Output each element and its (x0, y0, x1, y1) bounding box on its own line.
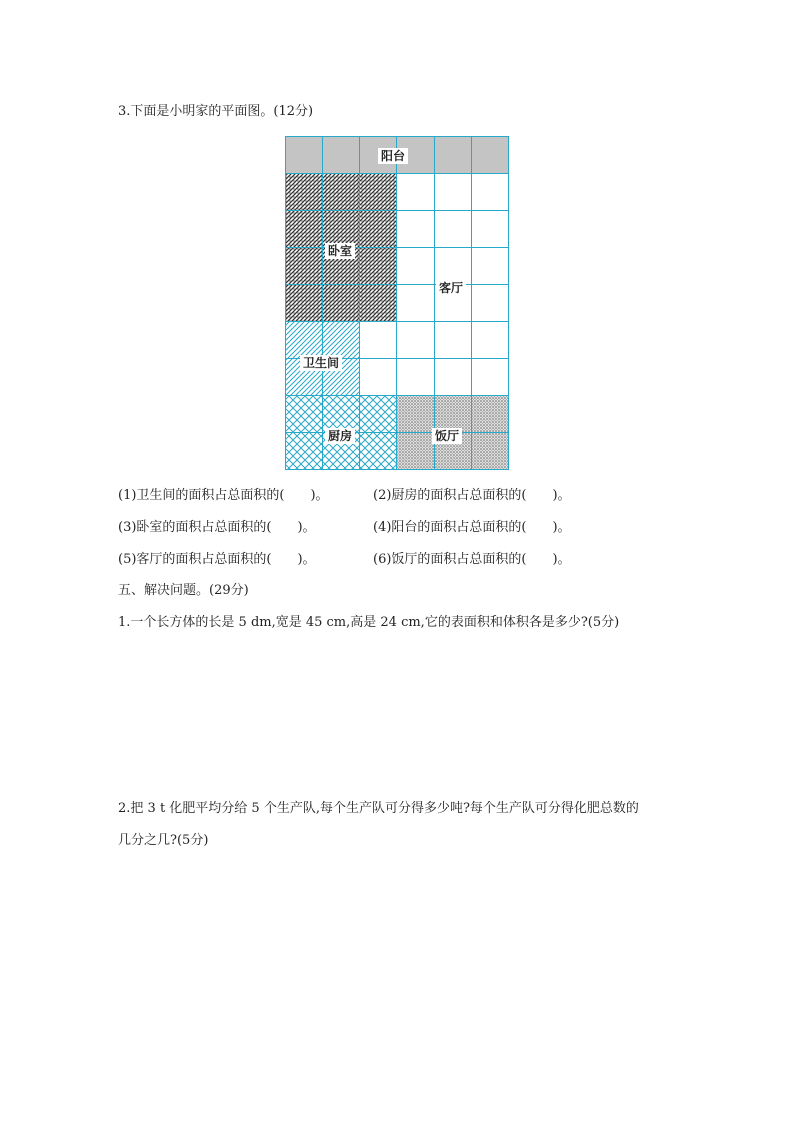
question3-item-2: (2)厨房的面积占总面积的( )。 (373, 488, 571, 503)
floor-plan (285, 136, 509, 470)
question3-item-5: (5)客厅的面积占总面积的( )。 (118, 552, 316, 567)
section5-question-1: 1.一个长方体的长是 5 dm,宽是 45 cm,高是 24 cm,它的表面积和体积各是多少?(5分) (118, 615, 620, 630)
question3-item-4: (4)阳台的面积占总面积的( )。 (373, 520, 571, 535)
room-label-living: 客厅 (436, 280, 466, 296)
room-label-balcony: 阳台 (378, 148, 408, 164)
room-label-bedroom: 卧室 (325, 243, 355, 259)
section5-question-2-line-1: 2.把 3 t 化肥平均分给 5 个生产队,每个生产队可分得多少吨?每个生产队可分得化肥总数的 (118, 801, 639, 816)
room-label-dining: 饭厅 (432, 428, 462, 444)
room-label-bathroom: 卫生间 (300, 355, 342, 371)
floor-plan-grid (285, 136, 509, 470)
question3-item-3: (3)卧室的面积占总面积的( )。 (118, 520, 316, 535)
room-label-kitchen: 厨房 (325, 428, 355, 444)
section5-heading: 五、解决问题。(29分) (118, 583, 249, 598)
question3-item-1: (1)卫生间的面积占总面积的( )。 (118, 488, 329, 503)
question3-item-6: (6)饭厅的面积占总面积的( )。 (373, 552, 571, 567)
question3-title: 3.下面是小明家的平面图。(12分) (118, 104, 314, 119)
section5-question-2-line-2: 几分之几?(5分) (118, 833, 209, 848)
